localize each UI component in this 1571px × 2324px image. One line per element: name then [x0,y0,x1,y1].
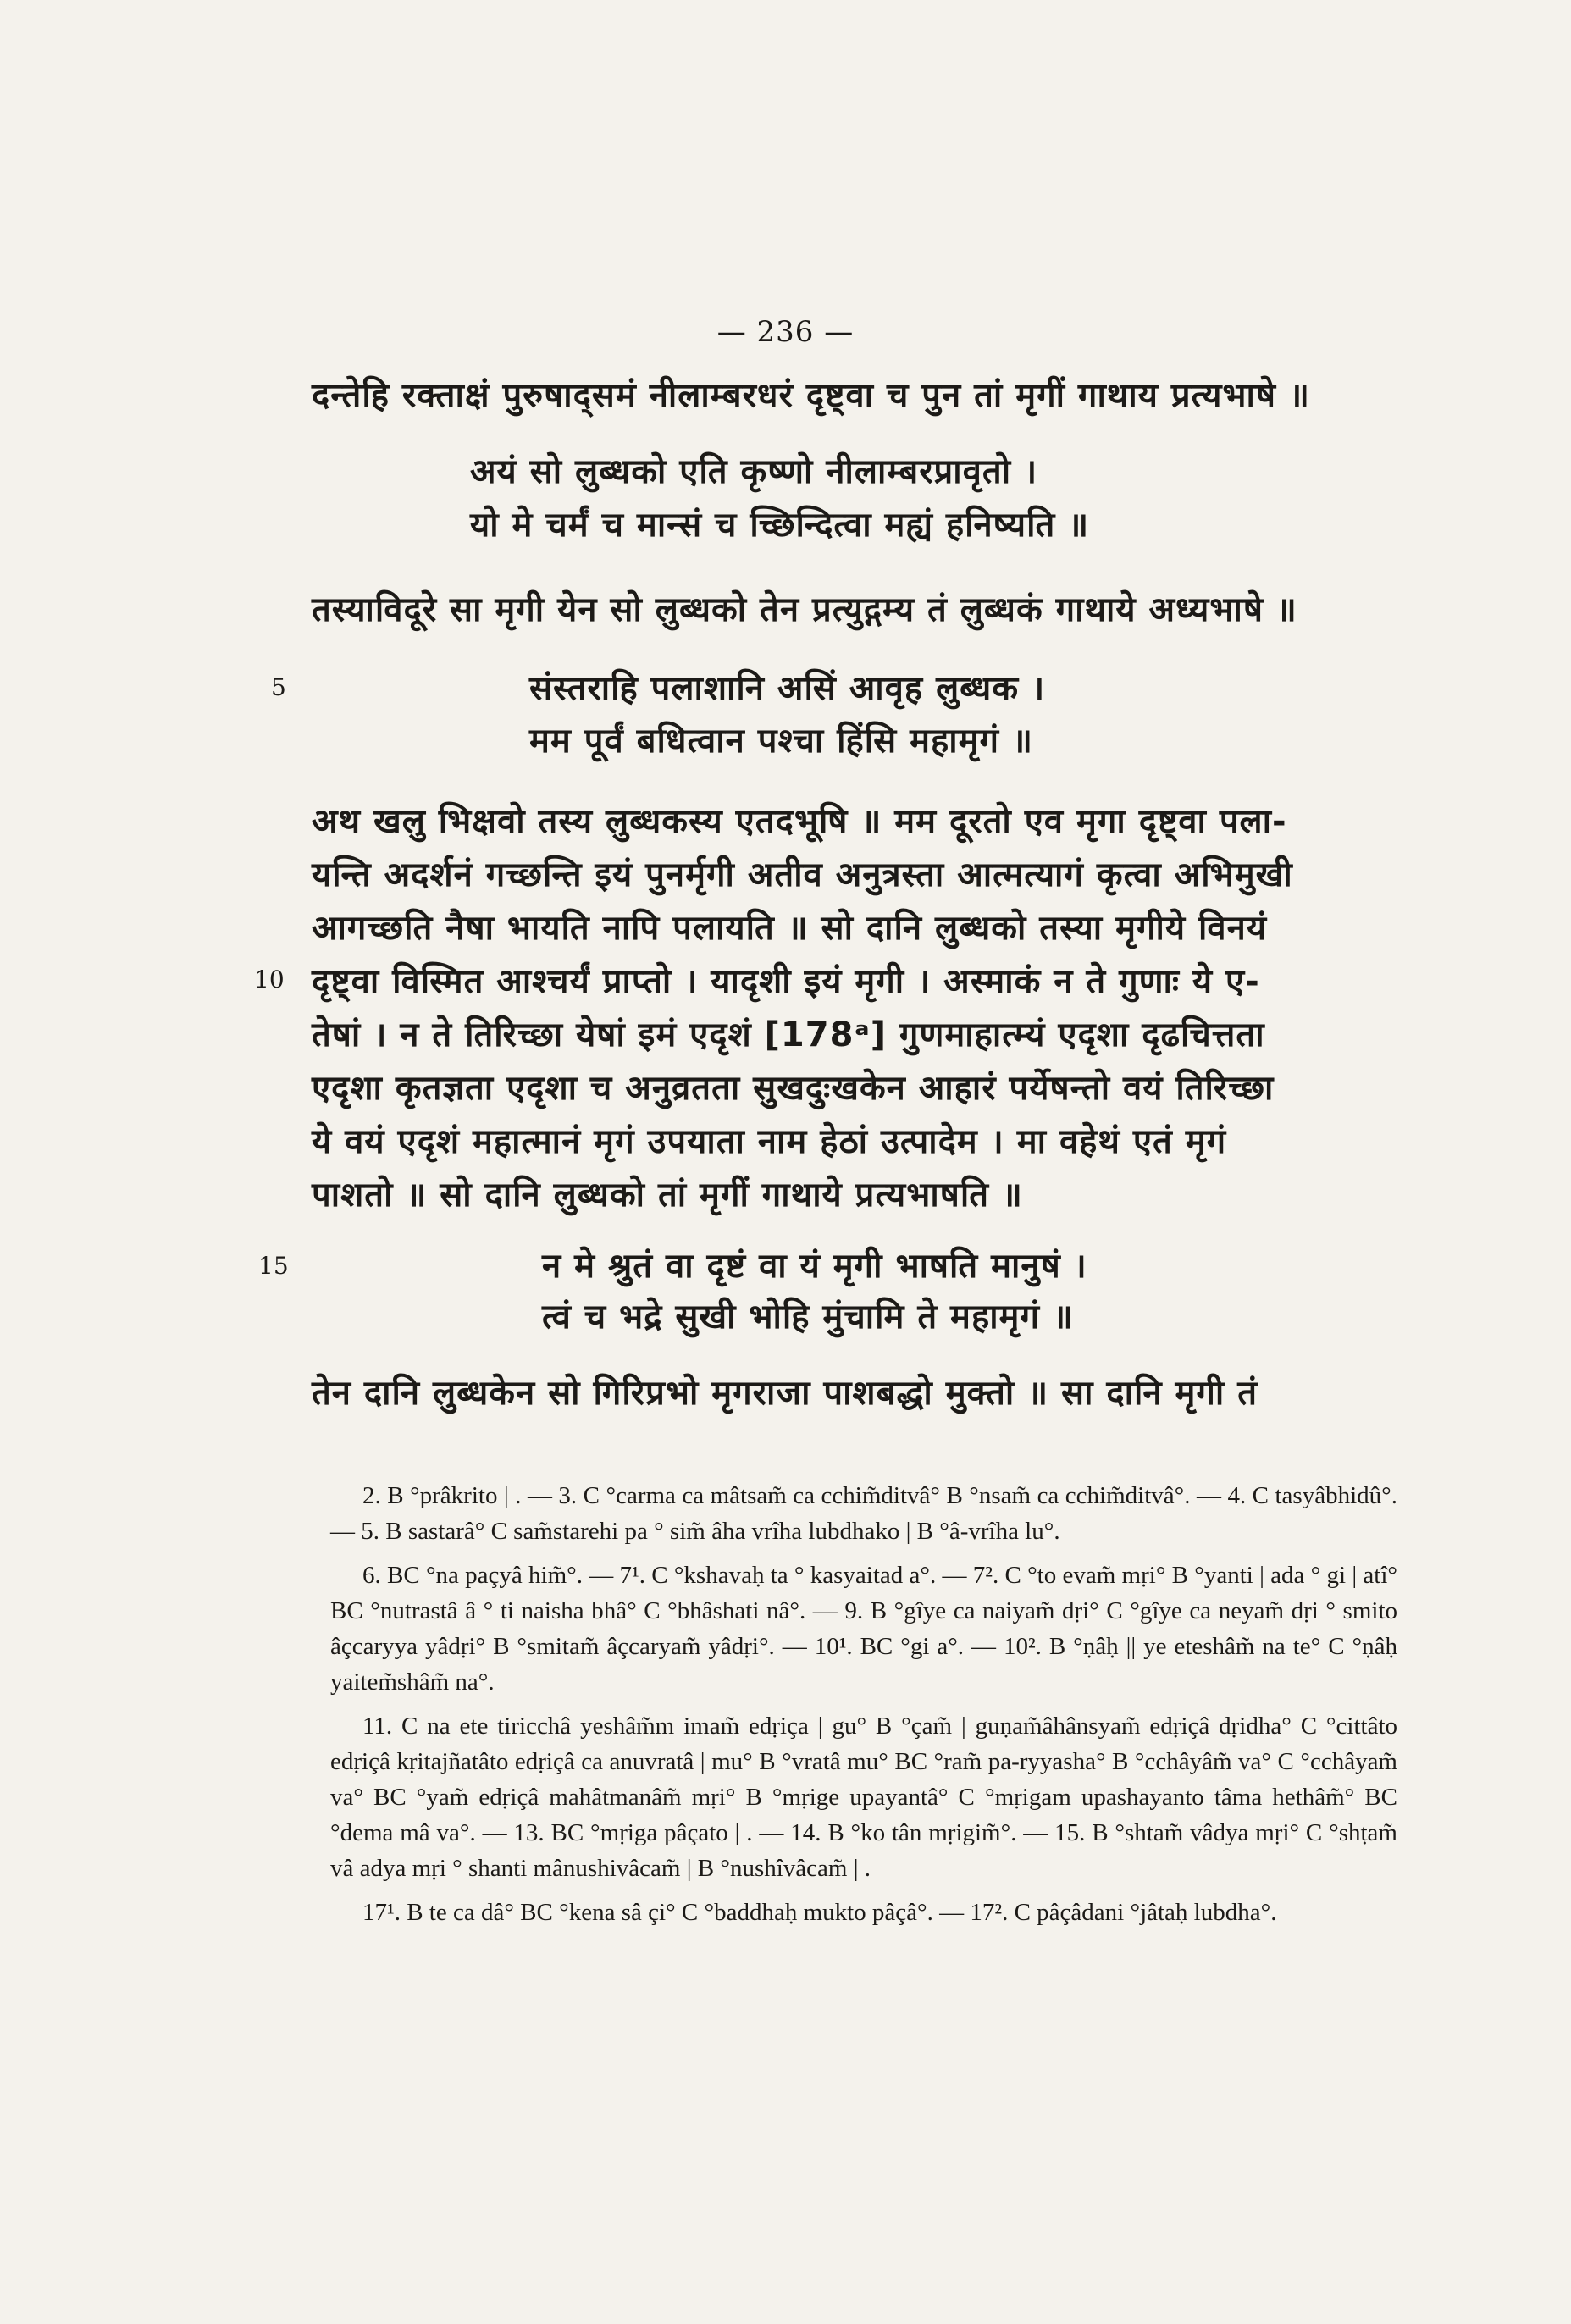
line-number: 5 [271,673,286,701]
verse-line: यो मे चर्मं च मान्सं च च्छिन्दित्वा मह्यं हनिष्यति ॥ [470,506,1090,545]
verse-line: मम पूर्वं बधित्वान पश्चा हिंसि महामृगं ॥ [529,722,1033,761]
text-line: तस्याविदूरे सा मृगी येन सो लुब्धको तेन प्रत्युद्गम्य तं लुब्धकं गाथाये अध्यभाषे ॥ [312,590,1297,629]
verse-line: न मे श्रुतं वा दृष्टं वा यं मृगी भाषति मानुषं । [542,1247,1087,1286]
text-line: तेन दानि लुब्धकेन सो गिरिप्रभो मृगराजा पाशबद्धो मुक्तो ॥ सा दानि मृगी तं [312,1374,1258,1413]
line-number: 10 [254,966,285,993]
text-line: पाशतो ॥ सो दानि लुब्धको तां मृगीं गाथाये प्रत्यभाषति ॥ [312,1176,1023,1215]
verse-line: संस्तराहि पलाशानि असिं आवृह लुब्धक । [529,669,1046,708]
text-line: तेषां । न ते तिरिच्छा येषां इमं एदृशं [178ᵃ] गुणमाहात्म्यं एदृशा दृढचित्तता [312,1015,1265,1054]
footnotes [330,1478,1397,1939]
footnote: 6. BC °na paçyâ him̃°. — 7¹. C °kshavaḥ ta ° kasyaitad a°. — 7². C °to evam̃ mṛi° B °yanti | ada ° gi | atî° BC °nutrastâ â ° ti naisha bhâ° C °bhâshati nâ°. — 9. B °gîye ca naiyam̃ dṛi° C °gîye ca neyam̃ dṛi ° smito âçcaryya yâdṛi° B °smitam̃ âçcaryam̃ yâdṛi°. — 10¹. BC °gi a°. — 10². B °ṇâḥ || ye eteshâm̃ na te° C °ṇâḥ yaitem̃shâm̃ na°. [330,1562,1397,1696]
verse-line: त्वं च भद्रे सुखी भोहि मुंचामि ते महामृगं ॥ [542,1298,1074,1336]
text-line: एदृशा कृतज्ञता एदृशा च अनुव्रतता सुखदुःखकेन आहारं पर्येषन्तो वयं तिरिच्छा [312,1069,1275,1108]
footnote: 2. B °prâkrito | . — 3. C °carma ca mâtsam̃ ca cchim̃ditvâ° B °nsam̃ ca cchim̃ditvâ°. — 4. C tasyâbhidû°. — 5. B sastarâ° C sam̃starehi pa ° sim̃ âha vrîha lubdhako | B °â-vrîha lu°. [330,1482,1397,1545]
line-number: 15 [258,1252,289,1280]
text-line: दृष्ट्वा विस्मित आश्चर्यं प्राप्तो । यादृशी इयं मृगी । अस्माकं न ते गुणाः ये ए- [312,962,1260,1001]
text-line: आगच्छति नैषा भायति नापि पलायति ॥ सो दानि लुब्धको तस्या मृगीये विनयं [312,909,1268,948]
page-number: — 236 — [716,315,855,349]
text-line: दन्तेहि रक्ताक्षं पुरुषाद्समं नीलाम्बरधरं दृष्ट्वा च पुन तां मृगीं गाथाय प्रत्यभाषे ॥ [312,376,1310,415]
text-line: ये वयं एदृशं महात्मानं मृगं उपयाता नाम हेठां उत्पादेम । मा वहेथं एतं मृगं [312,1122,1227,1161]
verse-line: अयं सो लुब्धको एति कृष्णो नीलाम्बरप्रावृतो । [470,452,1038,491]
footnote: 17¹. B te ca dâ° BC °kena sâ çi° C °baddhaḥ mukto pâçâ°. — 17². C pâçâdani °jâtaḥ lubdha°. [362,1899,1277,1926]
text-line: यन्ति अदर्शनं गच्छन्ति इयं पुनर्मृगी अतीव अनुत्रस्ता आत्मत्यागं कृत्वा अभिमुखी [312,855,1293,894]
text-line: अथ खलु भिक्षवो तस्य लुब्धकस्य एतदभूषि ॥ मम दूरतो एव मृगा दृष्ट्वा पला- [312,802,1287,841]
footnote: 11. C na ete tiricchâ yeshâm̃m imam̃ edṛiça | gu° B °çam̃ | guṇam̃âhânsyam̃ edṛiçâ dṛidha° C °cittâto edṛiçâ kṛitajñatâto edṛiçâ ca anuvratâ | mu° B °vratâ mu° BC °ram̃ pa-ryyasha° B °cchâyâm̃ va° C °cchâyam̃ va° BC °yam̃ edṛiçâ mahâtmanâm̃ mṛi° B °mṛige upayantâ° C °mṛigam upashayanto tâma hethâm̃° BC °dema mâ va°. — 13. BC °mṛiga pâçato | . — 14. B °ko tân mṛigim̃°. — 15. B °shtam̃ vâdya mṛi° C °shṭam̃ vâ adya mṛi ° shanti mânushivâcam̃ | B °nushîvâcam̃ | . [330,1713,1397,1882]
